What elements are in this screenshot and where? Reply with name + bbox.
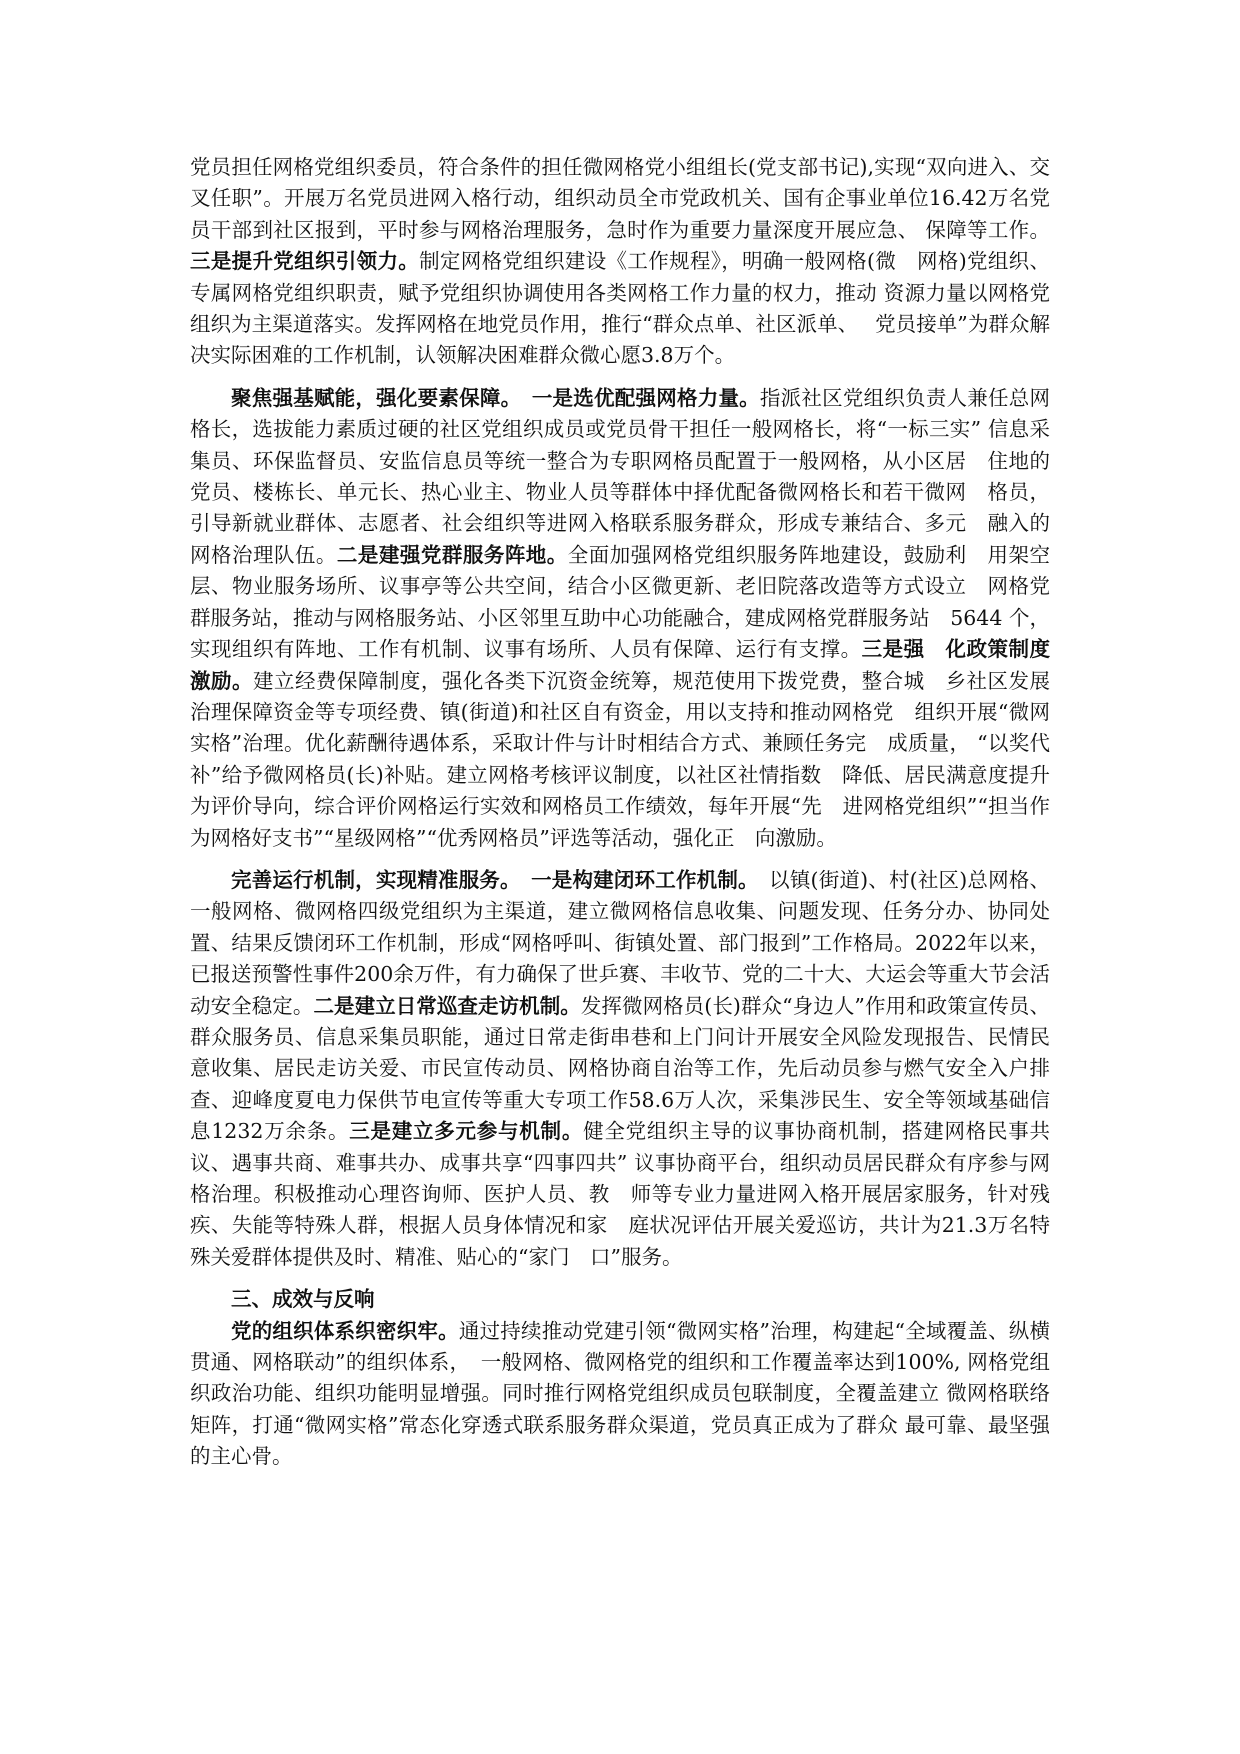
text-run: 以镇(街道)、村(社区)总网格、 一般网格、微网格四级党组织为主渠道，建立微网格信息收集、问题发现、任务分办、协同处置、结果反馈闭环工作机制，形成“网格呼叫、街镇处置、部门报到”工作格局。2022年以来，已报送预警性事件200余万件，有力确保了世乒赛、丰收节、党的二十大、大运会等重大节会活动安全稳定。 [190, 867, 1051, 1018]
bold-text-run: 一是选优配强网格力量。 [531, 385, 760, 410]
text-run: 制定网格党组织建设《工作规程》，明确一般网格(微 网格)党组织、专属网格党组织职责，赋予党组织协调使用各类网格工作力量的权力，推动 资源力量以网格党组织为主渠道落实。发挥网格在地党员作用，推行“群众点单、社区派单、 党员接单”为群众解决实际困难的工作机制，认领解决困难群众微心愿3.8万个。 [190, 249, 1051, 368]
text-run: 全面加强网格党组织服务阵地建设，鼓励利 用架空层、物业服务场所、议事亭等公共空间，结合小区微更新、老旧院落改造等方式设立 网格党群服务站，推动与网格服务站、小区邻里互助中心功能融合，建成网格党群服务站 5644 个，实现组织有阵地、工作有机制、议事有场所、人员有保障、运行有支撑。 [190, 542, 1051, 662]
text-run: 发挥微网格员(长)群众“身边人”作用和政策宣传员、群众服务员、信息采集员职能，通过日常走街串巷和上门问计开展安全风险发现报告、民情民意收集、居民走访关爱、市民宣传动员、网格协商自治等工作，先后动员参与燃气安全入户排查、迎峰度夏电力保供节电宣传等重大专项工作58.6万人次，采集涉民生、安全等领域基础信息1232万余条。 [190, 993, 1051, 1144]
bold-text-run: 三是提升党组织引领力。 [190, 249, 420, 274]
paragraph-lead-title: 完善运行机制，实现精准服务。 [231, 867, 532, 892]
text-run: 建立经费保障制度，强化各类下沉资金统筹，规范使用下拨党费，整合城 乡社区发展治理保障资金等专项经费、镇(街道)和社区自有资金，用以支持和推动网格党 组织开展“微网实格”治理。优化薪酬待遇体系，采取计件与计时相结合方式、兼顾任务完 成质量， “以奖代补”给予微网格员(长)补贴。建立网格考核评议制度，以社区社情指数 降低、居民满意度提升为评价导向，综合评价网格运行实效和网格员工作绩效，每年开展“先 进网格党组织”“担当作为网格好支书”“星级网格”“优秀网格员”评选等活动，强化正 向激励。 [190, 668, 1051, 850]
bold-text-run: 三是强 化政策制度激励。 [190, 637, 1051, 693]
bold-text-run: 三是建立多元参与机制。 [349, 1119, 584, 1144]
paragraph-lead-title: 党的组织体系织密织牢。 [231, 1318, 459, 1343]
paragraph-element-guarantee [190, 383, 1050, 854]
section-heading-text: 三、成效与反响 [231, 1287, 375, 1312]
paragraph-organization-system [190, 1316, 1050, 1473]
paragraph-continuation [190, 152, 1050, 372]
section-heading [190, 1284, 1050, 1315]
text-run: 健全党组织主导的议事协商机制，搭建网格民事共议、遇事共商、难事共办、成事共享“四事四共” 议事协商平台，组织动员居民群众有序参与网格治理。积极推动心理咨询师、医护人员、教 师等专业力量进网入格开展居家服务，针对残疾、失能等特殊人群，根据人员身体情况和家 庭状况评估开展关爱巡访，共计为21.3万名特殊关爱群体提供及时、精准、贴心的“家门 口”服务。 [190, 1119, 1051, 1269]
document-page [190, 152, 1050, 1473]
paragraph-lead-title: 聚焦强基赋能，强化要素保障。 [231, 385, 532, 410]
bold-text-run: 二是建强党群服务阵地。 [336, 542, 568, 567]
text-run: 党员担任网格党组织委员，符合条件的担任微网格党小组组长(党支部书记),实现“双向进入、交叉任职”。开展万名党员进网入格行动，组织动员全市党政机关、国有企事业单位16.42万名党员干部到社区报到，平时参与网格治理服务，急时作为重要力量深度开展应急、 保障等工作。 [190, 155, 1050, 242]
text-run: 指派社区党组织负责人兼任总网格长，选拔能力素质过硬的社区党组织成员或党员骨干担任一般网格长，将“一标三实” 信息采集员、环保监督员、安监信息员等统一整合为专职网格员配置于一般网格，从小区居 住地的党员、楼栋长、单元长、热心业主、物业人员等群体中择优配备微网格长和若干微网 格员，引导新就业群体、志愿者、社会组织等进网入格联系服务群众，形成专兼结合、多元 融入的网格治理队伍。 [190, 385, 1051, 567]
paragraph-operation-mechanism [190, 865, 1050, 1273]
text-run: 通过持续推动党建引领“微网实格”治理，构建起“全域覆盖、纵横贯通、网格联动”的组织体系， 一般网格、微网格党的组织和工作覆盖率达到100%, 网格党组织政治功能、组织功能明显增强。同时推行网格党组织成员包联制度，全覆盖建立 微网格联络矩阵，打通“微网实格”常态化穿透式联系服务群众渠道，党员真正成为了群众 最可靠、最坚强的主心骨。 [190, 1318, 1050, 1469]
bold-text-run: 二是建立日常巡查走访机制。 [313, 993, 581, 1018]
bold-text-run: 一是构建闭环工作机制。 [531, 867, 749, 892]
